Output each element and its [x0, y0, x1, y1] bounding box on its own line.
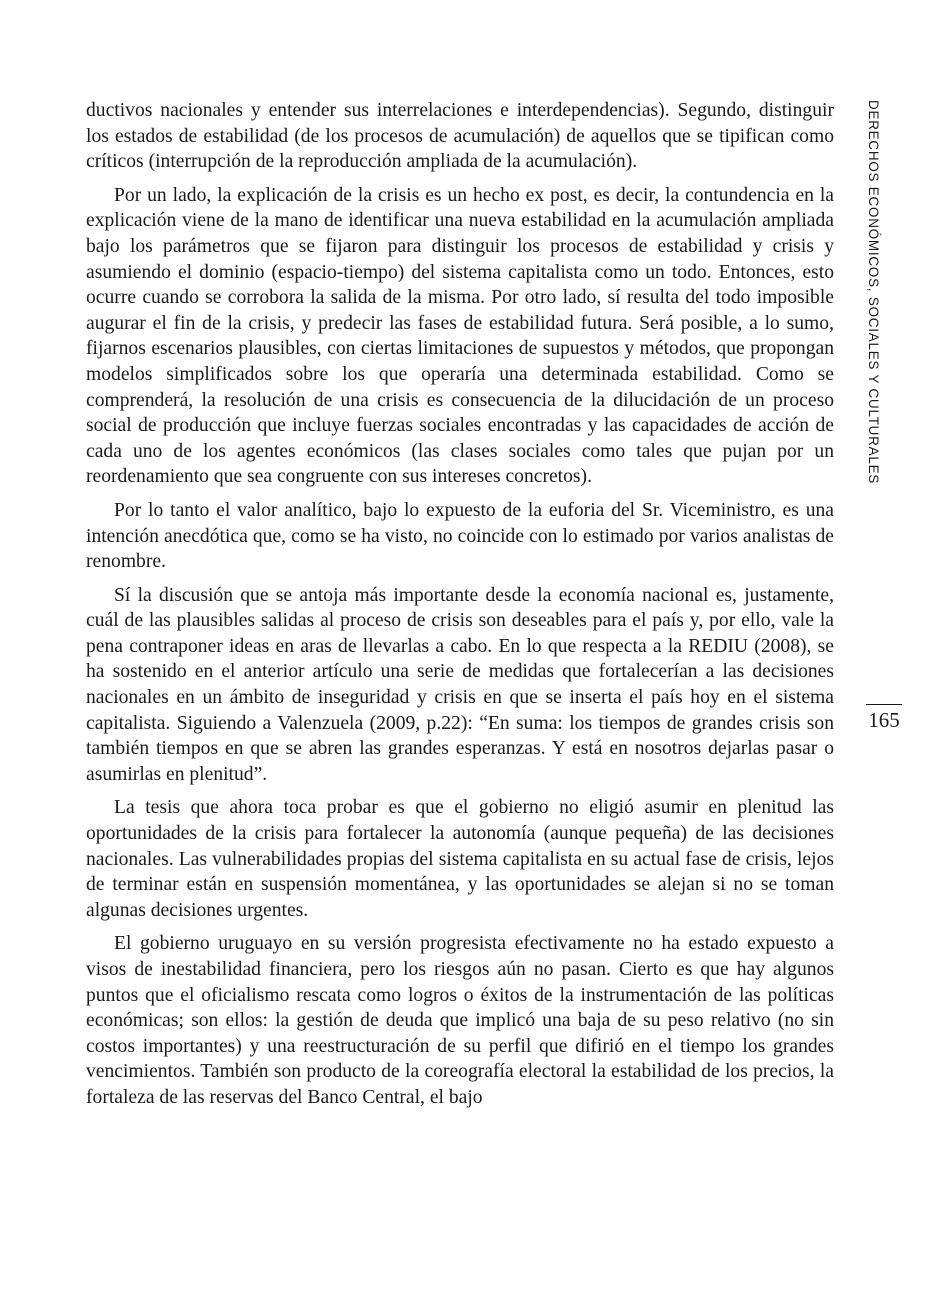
page-number-rule — [866, 704, 902, 705]
paragraph-4: Sí la discusión que se antoja más importante desde la economía nacional es, justamente, cuál de las plausibles salidas al proceso de crisis son deseables para el país y, por ello, vale la pena contraponer ideas en aras de llevarlas a cabo. En lo que respecta a la REDIU (2008), se ha sostenido en el anterior artículo una serie de medidas que fortalecerían a las decisiones nacionales en un ámbito de inseguridad y crisis en que se inserta el país hoy en el sistema capitalista. Siguiendo a Valenzuela (2009, p.22): “En suma: los tiempos de grandes crisis son también tiempos en que se abren las grandes esperanzas. Y está en nosotros dejarlas pasar o asumirlas en plenitud”. — [86, 584, 834, 785]
paragraph-6: El gobierno uruguayo en su versión progresista efectivamente no ha estado expuesto a visos de inestabilidad financiera, pero los riesgos aún no pasan. Cierto es que hay algunos puntos que el oficialismo rescata como logros o éxitos de la instrumentación de las políticas económicas; son ellos: la gestión de deuda que implicó una baja de su peso relativo (no sin costos importantes) y una reestructuración de su perfil que difirió en el tiempo los grandes vencimientos. También son producto de la coreografía electoral la estabilidad de los precios, la fortaleza de las reservas del Banco Central, el bajo — [86, 933, 834, 1108]
body-text — [86, 98, 834, 1119]
page-number: 165 — [868, 708, 900, 732]
paragraph-3: Por lo tanto el valor analítico, bajo lo expuesto de la euforia del Sr. Viceministro, es una intención anecdótica que, como se ha visto, no coincide con lo estimado por varios analistas de renombre. — [86, 499, 834, 573]
running-head: DERECHOS ECONÓMICOS, SOCIALES Y CULTURALES — [866, 100, 881, 485]
paragraph-5: La tesis que ahora toca probar es que el gobierno no eligió asumir en plenitud las oportunidades de la crisis para fortalecer la autonomía (aunque pequeña) de las decisiones nacionales. Las vulnerabilidades propias del sistema capitalista en su actual fase de crisis, lejos de terminar están en suspensión momentánea, y las oportunidades se alejan si no se toman algunas decisiones urgentes. — [86, 797, 834, 921]
paragraph-2: Por un lado, la explicación de la crisis es un hecho ex post, es decir, la contundencia en la explicación viene de la mano de identificar una nueva estabilidad en la acumulación ampliada bajo los parámetros que se fijaron para distinguir los procesos de estabilidad y crisis y asumiendo el dominio (espacio-tiempo) del sistema capitalista como un todo. Entonces, esto ocurre cuando se corrobora la salida de la misma. Por otro lado, sí resulta del todo imposible augurar el fin de la crisis, y predecir las fases de estabilidad futura. Será posible, a lo sumo, fijarnos escenarios plausibles, con ciertas limitaciones de supuestos y métodos, que propongan modelos simplificados sobre los que operaría una determinada estabilidad. Como se comprenderá, la resolución de una crisis es consecuencia de la dilucidación de un proceso social de producción que incluye fuerzas sociales encontradas y las capacidades de acción de cada uno de los agentes económicos (las clases sociales como tales que pujan por un reordenamiento que sea congruente con sus intereses concretos). — [86, 184, 834, 488]
paragraph-1: ductivos nacionales y entender sus interrelaciones e interdependencias). Segundo, distinguir los estados de estabilidad (de los procesos de acumulación) de aquellos que se tipifican como críticos (interrupción de la reproducción ampliada de la acumulación). — [86, 100, 834, 173]
